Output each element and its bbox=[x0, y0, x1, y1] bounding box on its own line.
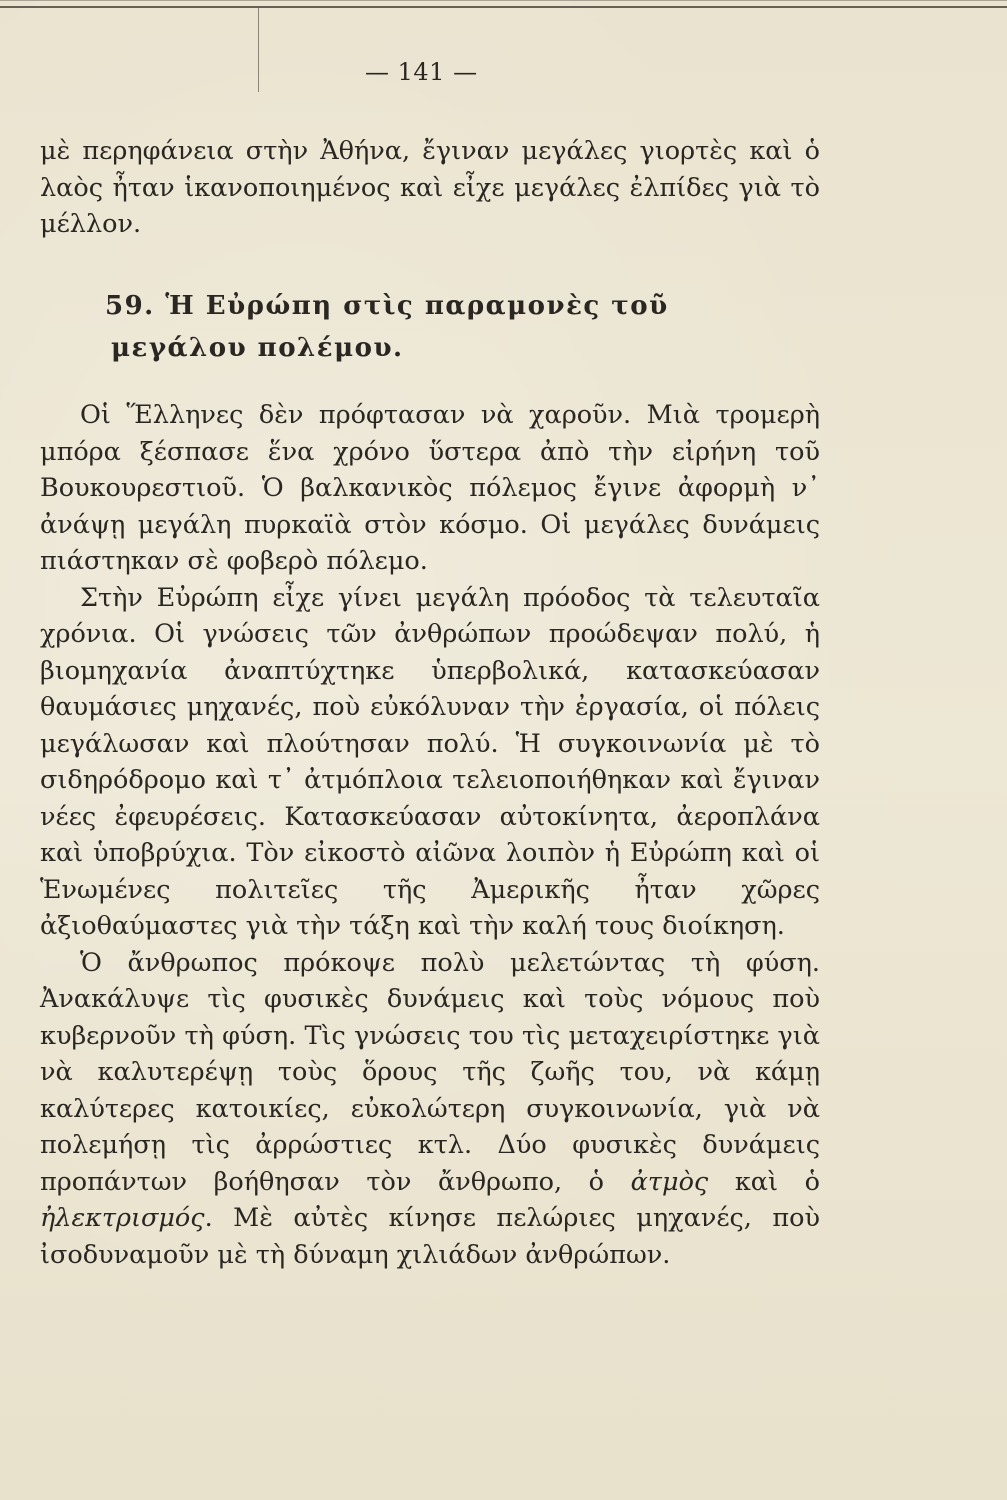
top-edge-line bbox=[0, 0, 1007, 1]
term-steam: ἀτμὸς bbox=[630, 1166, 709, 1197]
section-body bbox=[40, 397, 820, 1273]
section-heading bbox=[105, 285, 805, 369]
continuation-text: μὲ περηφάνεια στὴν Ἀθήνα, ἔγιναν μεγάλες γιορτὲς καὶ ὁ λαὸς ἦταν ἱκανοποιημένος καὶ εἶχε μεγάλες ἐλπίδες γιὰ τὸ μέλλον. bbox=[40, 136, 820, 239]
paragraph-3-part-2: . Μὲ αὐτὲς κίνησε πελώριες μηχανές, ποὺ ἰσοδυναμοῦν μὲ τὴ δύναμη χιλιάδων ἀνθρώπων. bbox=[40, 1203, 820, 1270]
section-number: 59. bbox=[105, 291, 155, 321]
section-title-line2: μεγάλου πολέμου. bbox=[111, 333, 404, 363]
paragraph-3-part-1: Ὁ ἄνθρωπος πρόκοψε πολὺ μελετώντας τὴ φύση. Ἀνακάλυψε τὶς φυσικὲς δυνάμεις καὶ τοὺς νόμους ποὺ κυβερνοῦν τὴ φύση. Τὶς γνώσεις του τὶς μεταχειρίστηκε γιὰ νὰ καλυτερέψῃ τοὺς ὅρους τῆς ζωῆς του, νὰ κάμῃ καλύτερες κατοικίες, εὐκολώτερη συγκοινωνία, γιὰ νὰ πολεμήσῃ τὶς ἀρρώστιες κτλ. Δύο φυσικὲς δυνάμεις προπάντων βοήθησαν τὸν ἄνθρωπο, ὁ bbox=[40, 947, 820, 1197]
paragraph-3 bbox=[40, 945, 820, 1274]
paragraph-3-conjunction: καὶ ὁ bbox=[734, 1166, 820, 1197]
continuation-paragraph bbox=[40, 133, 820, 243]
page-number: — 141 — bbox=[365, 58, 478, 86]
binding-mark bbox=[258, 8, 259, 92]
term-electricity: ἠλεκτρισμός bbox=[40, 1203, 205, 1233]
paragraph-1: Οἱ Ἕλληνες δὲν πρόφτασαν νὰ χαροῦν. Μιὰ τρομερὴ μπόρα ξέσπασε ἕνα χρόνο ὕστερα ἀπὸ τὴν εἰρήνη τοῦ Βουκουρεστιοῦ. Ὁ βαλκανικὸς πόλεμος ἔγινε ἀφορμὴ ν᾿ ἀνάψῃ μεγάλη πυρκαϊὰ στὸν κόσμο. Οἱ μεγάλες δυνάμεις πιάστηκαν σὲ φοβερὸ πόλεμο. bbox=[40, 400, 820, 576]
section-title-line1: Ἡ Εὐρώπη στὶς παραμονὲς τοῦ bbox=[165, 291, 669, 321]
paragraph-2: Στὴν Εὐρώπη εἶχε γίνει μεγάλη πρόοδος τὰ τελευταῖα χρόνια. Οἱ γνώσεις τῶν ἀνθρώπων προώδεψαν πολύ, ἡ βιομηχανία ἀναπτύχτηκε ὑπερβολικά, κατασκεύασαν θαυμάσιες μηχανές, ποὺ εὐκόλυναν τὴν ἐργασία, οἱ πόλεις μεγάλωσαν καὶ πλούτησαν πολύ. Ἡ συγκοινωνία μὲ τὸ σιδηρόδρομο καὶ τ᾿ ἀτμόπλοια τελειοποιήθηκαν καὶ ἔγιναν νέες ἐφευρέσεις. Κατασκεύασαν αὐτοκίνητα, ἀεροπλάνα καὶ ὑποβρύχια. Τὸν εἰκοστὸ αἰῶνα λοιπὸν ἡ Εὐρώπη καὶ οἱ Ἑνωμένες πολιτεῖες τῆς Ἀμερικῆς ἦταν χῶρες ἀξιοθαύμαστες γιὰ τὴν τάξη καὶ τὴν καλή τους διοίκηση. bbox=[40, 582, 820, 941]
top-rule bbox=[0, 6, 1007, 8]
